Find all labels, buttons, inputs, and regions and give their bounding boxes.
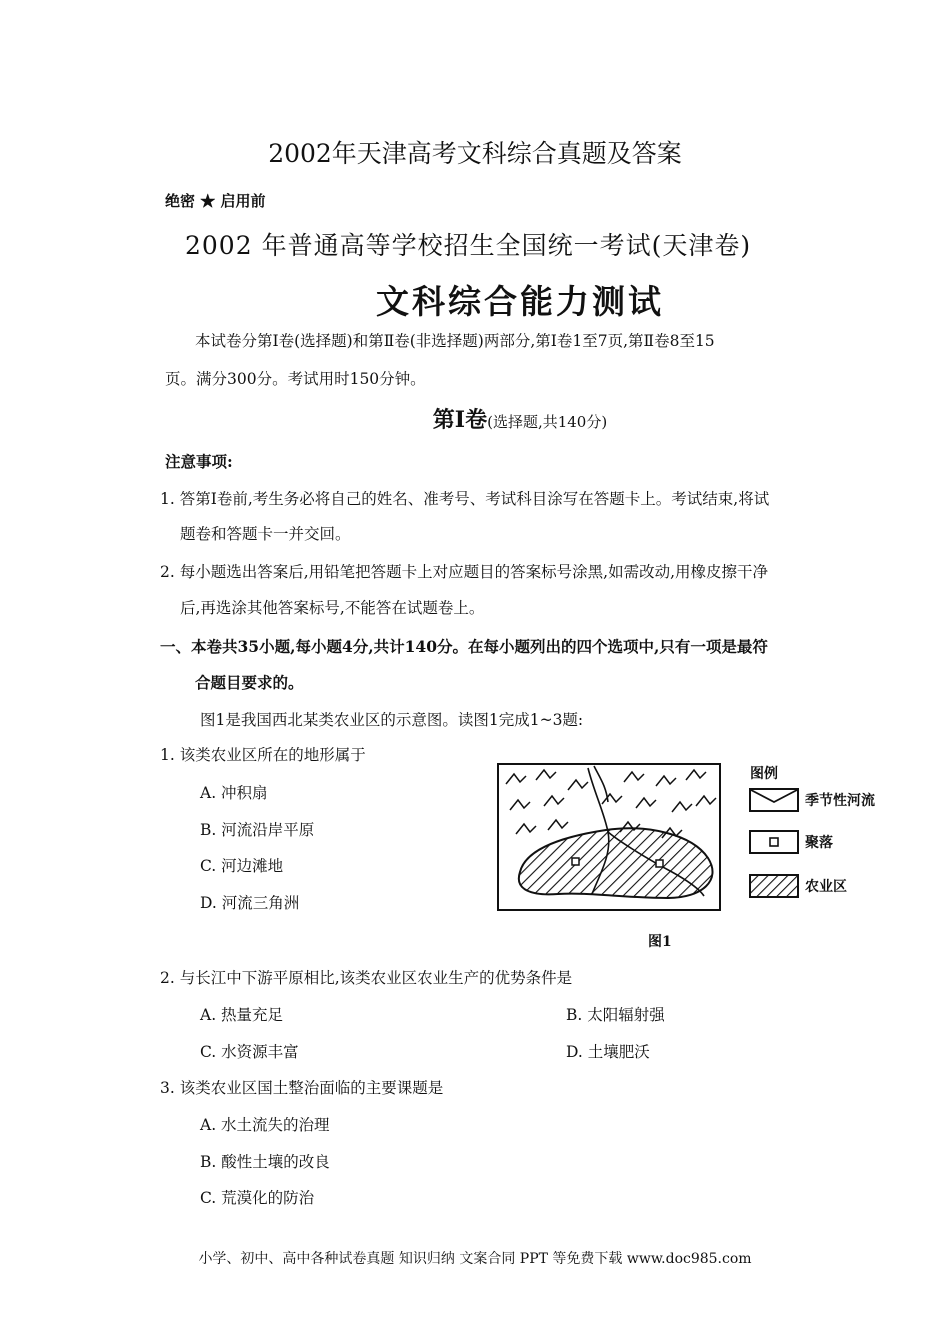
footer-text: 小学、初中、高中各种试卷真题 知识归纳 文案合同 PPT 等免费下载 www.doc985.com (198, 1251, 752, 1267)
question-1-stem: 1. 该类农业区所在的地形属于 (160, 746, 366, 764)
question-2-option-a: A. 热量充足 (200, 1006, 284, 1024)
question-1-option-b: B. 河流沿岸平原 (200, 821, 315, 839)
volume-1-title: 第Ⅰ卷 (432, 407, 488, 433)
legend-river-symbol (749, 788, 799, 812)
notes-item-2-line-1: 2. 每小题选出答案后,用铅笔把答题卡上对应题目的答案标号涂黑,如需改动,用橡皮擦干净 (160, 563, 768, 581)
legend-label-agriculture: 农业区 (805, 879, 847, 895)
intro-line-1: 本试卷分第Ⅰ卷(选择题)和第Ⅱ卷(非选择题)两部分,第Ⅰ卷1至7页,第Ⅱ卷8至15 (195, 332, 715, 350)
legend-settlement-symbol (749, 830, 799, 854)
question-1-option-a: A. 冲积扇 (200, 784, 268, 802)
notes-item-1-line-1: 1. 答第Ⅰ卷前,考生务必将自己的姓名、准考号、考试科目涂写在答题卡上。考试结束,将试 (160, 490, 770, 508)
question-1-option-d: D. 河流三角洲 (200, 894, 300, 912)
section-1-line-2: 合题目要求的。 (195, 673, 304, 692)
question-1-option-c: C. 河边滩地 (200, 857, 284, 875)
volume-1-heading (0, 403, 950, 434)
question-2-option-d: D. 土壤肥沃 (566, 1043, 650, 1061)
notes-heading: 注意事项: (165, 452, 233, 471)
legend-label-settlement: 聚落 (805, 835, 833, 851)
figure-intro: 图1是我国西北某类农业区的示意图。读图1完成1~3题: (200, 711, 584, 729)
confidential-mark: 绝密 ★ 启用前 (165, 192, 266, 210)
question-3-option-a: A. 水土流失的治理 (200, 1116, 330, 1134)
volume-1-subtitle: (选择题,共140分) (487, 413, 608, 431)
document-title: 2002年天津高考文科综合真题及答案 (268, 139, 682, 168)
question-2-stem: 2. 与长江中下游平原相比,该类农业区农业生产的优势条件是 (160, 969, 573, 987)
legend-title: 图例 (750, 766, 778, 782)
settlement-symbol (572, 858, 579, 865)
figure-caption: 图1 (648, 934, 672, 950)
exam-name: 2002 年普通高等学校招生全国统一考试(天津卷) (185, 231, 752, 260)
question-3-option-c: C. 荒漠化的防治 (200, 1189, 315, 1207)
legend-label-river: 季节性河流 (805, 793, 875, 809)
intro-line-2: 页。满分300分。考试用时150分钟。 (165, 370, 426, 388)
test-name: 文科综合能力测试 (376, 282, 664, 321)
notes-item-2-line-2: 后,再选涂其他答案标号,不能答在试题卷上。 (180, 599, 485, 617)
question-2-option-c: C. 水资源丰富 (200, 1043, 299, 1061)
question-3-stem: 3. 该类农业区国土整治面临的主要课题是 (160, 1079, 444, 1097)
legend-agriculture-symbol (749, 874, 799, 898)
settlement-symbol (656, 860, 663, 867)
question-2-option-b: B. 太阳辐射强 (566, 1006, 665, 1024)
section-1-line-1: 一、本卷共35小题,每小题4分,共计140分。在每小题列出的四个选项中,只有一项是最符 (160, 637, 768, 656)
question-3-option-b: B. 酸性土壤的改良 (200, 1153, 330, 1171)
notes-item-1-line-2: 题卷和答题卡一并交回。 (180, 525, 351, 543)
figure-1-map (496, 762, 722, 912)
